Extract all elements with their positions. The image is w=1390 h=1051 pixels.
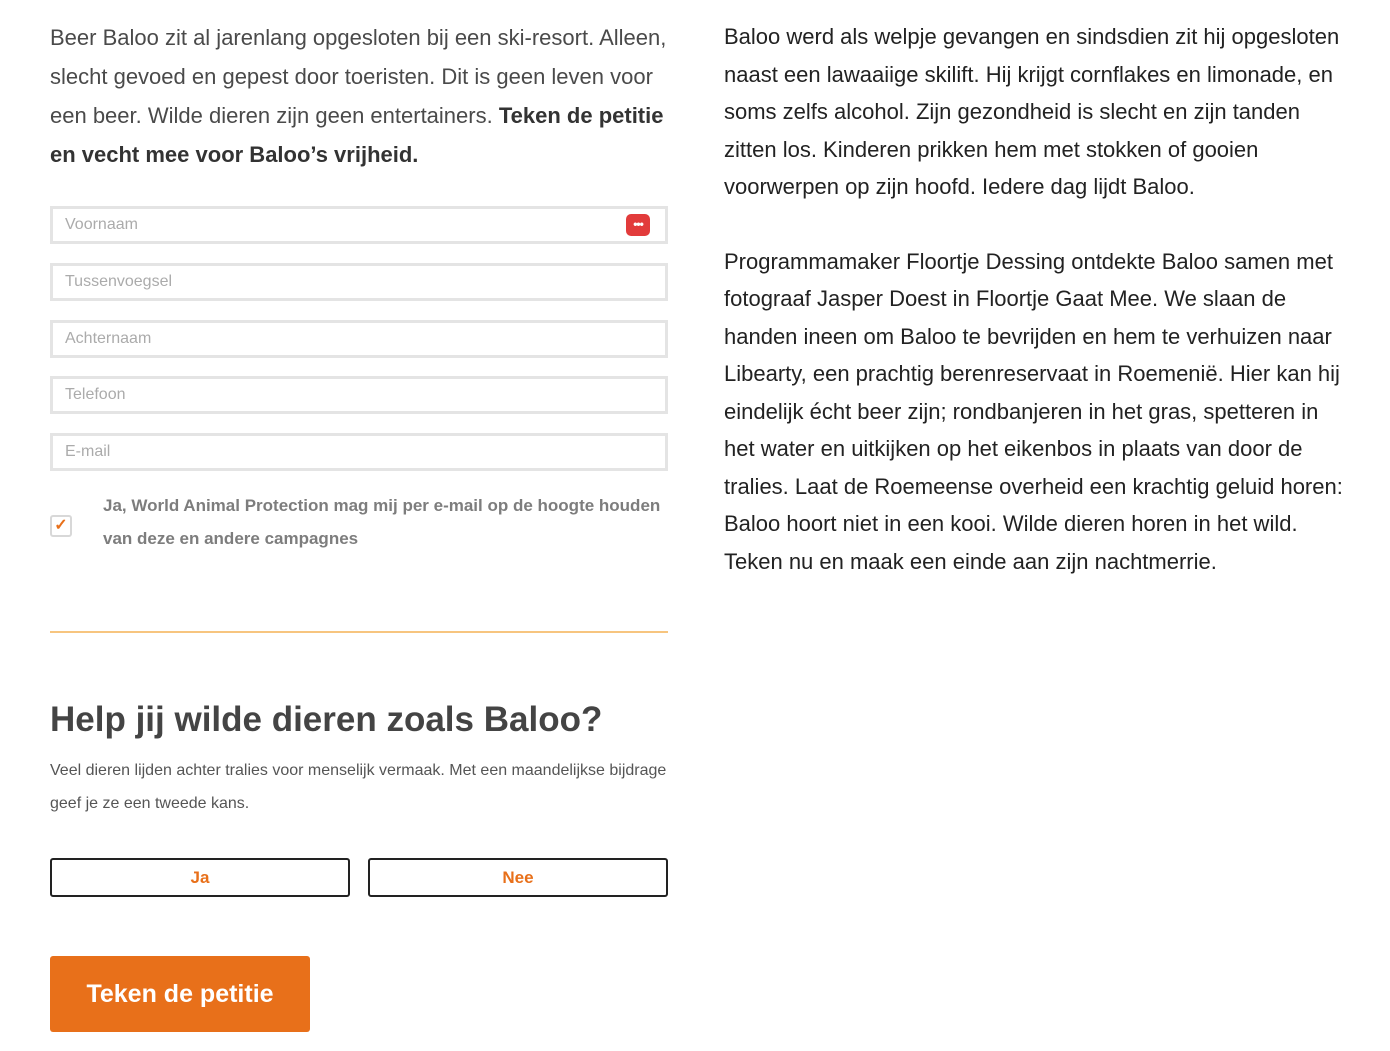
consent-label: Ja, World Animal Protection mag mij per e-mail op de hoogte houden van deze en andere campagnes — [103, 496, 661, 548]
intro-text — [50, 18, 668, 174]
last-name-input[interactable] — [50, 320, 668, 358]
email-input[interactable] — [50, 433, 668, 471]
intro-plain: Beer Baloo zit al jarenlang opgesloten bij een ski-resort. Alleen, slecht gevoed en gepest door toeristen. Dit is geen leven voor een beer. Wilde dieren zijn geen entertainers. — [50, 25, 667, 128]
petition-column — [50, 18, 668, 1008]
first-name-input[interactable] — [50, 206, 668, 244]
sign-petition-button[interactable]: Teken de petitie — [50, 956, 310, 1032]
petition-form — [50, 206, 668, 566]
password-manager-icon[interactable]: ••• — [626, 214, 650, 236]
help-title: Help jij wilde dieren zoals Baloo? — [50, 700, 603, 739]
section-divider — [50, 631, 668, 633]
consent-checkbox[interactable] — [50, 515, 72, 537]
story-paragraph-1: Baloo werd als welpje gevangen en sindsdien zit hij opgesloten naast een lawaaiige skilift. Hij krijgt cornflakes en limonade, en soms zelfs alcohol. Zijn gezondheid is slecht en zijn tanden zitten los. Kinderen prikken hem met stokken of gooien voorwerpen op zijn hoofd. Iedere dag lijdt Baloo. — [724, 24, 1340, 199]
phone-input[interactable] — [50, 376, 668, 414]
help-text: Veel dieren lijden achter tralies voor menselijk vermaak. Met een maandelijkse bijdrage geef je ze een tweede kans. — [50, 762, 667, 812]
story-column — [724, 18, 1354, 617]
no-button[interactable]: Nee — [368, 858, 668, 897]
checkmark-icon: ✓ — [54, 517, 68, 534]
infix-input[interactable] — [50, 263, 668, 301]
yes-button[interactable]: Ja — [50, 858, 350, 897]
story-paragraph-2: Programmamaker Floortje Dessing ontdekte Baloo samen met fotograaf Jasper Doest in Floortje Gaat Mee. We slaan de handen ineen om Baloo te bevrijden en hem te verhuizen naar Libearty, een prachtig berenreservaat in Roemenië. Hier kan hij eindelijk écht beer zijn; rondbanjeren in het gras, spetteren in het water en uitkijken op het eikenbos in plaats van door de tralies. Laat de Roemeense overheid een krachtig geluid horen: Baloo hoort niet in een kooi. Wilde dieren horen in het wild. Teken nu en maak een einde aan zijn nachtmerrie. — [724, 248, 1343, 574]
intro-bold: Teken de petitie en vecht mee voor Baloo’s vrijheid. — [50, 103, 664, 167]
